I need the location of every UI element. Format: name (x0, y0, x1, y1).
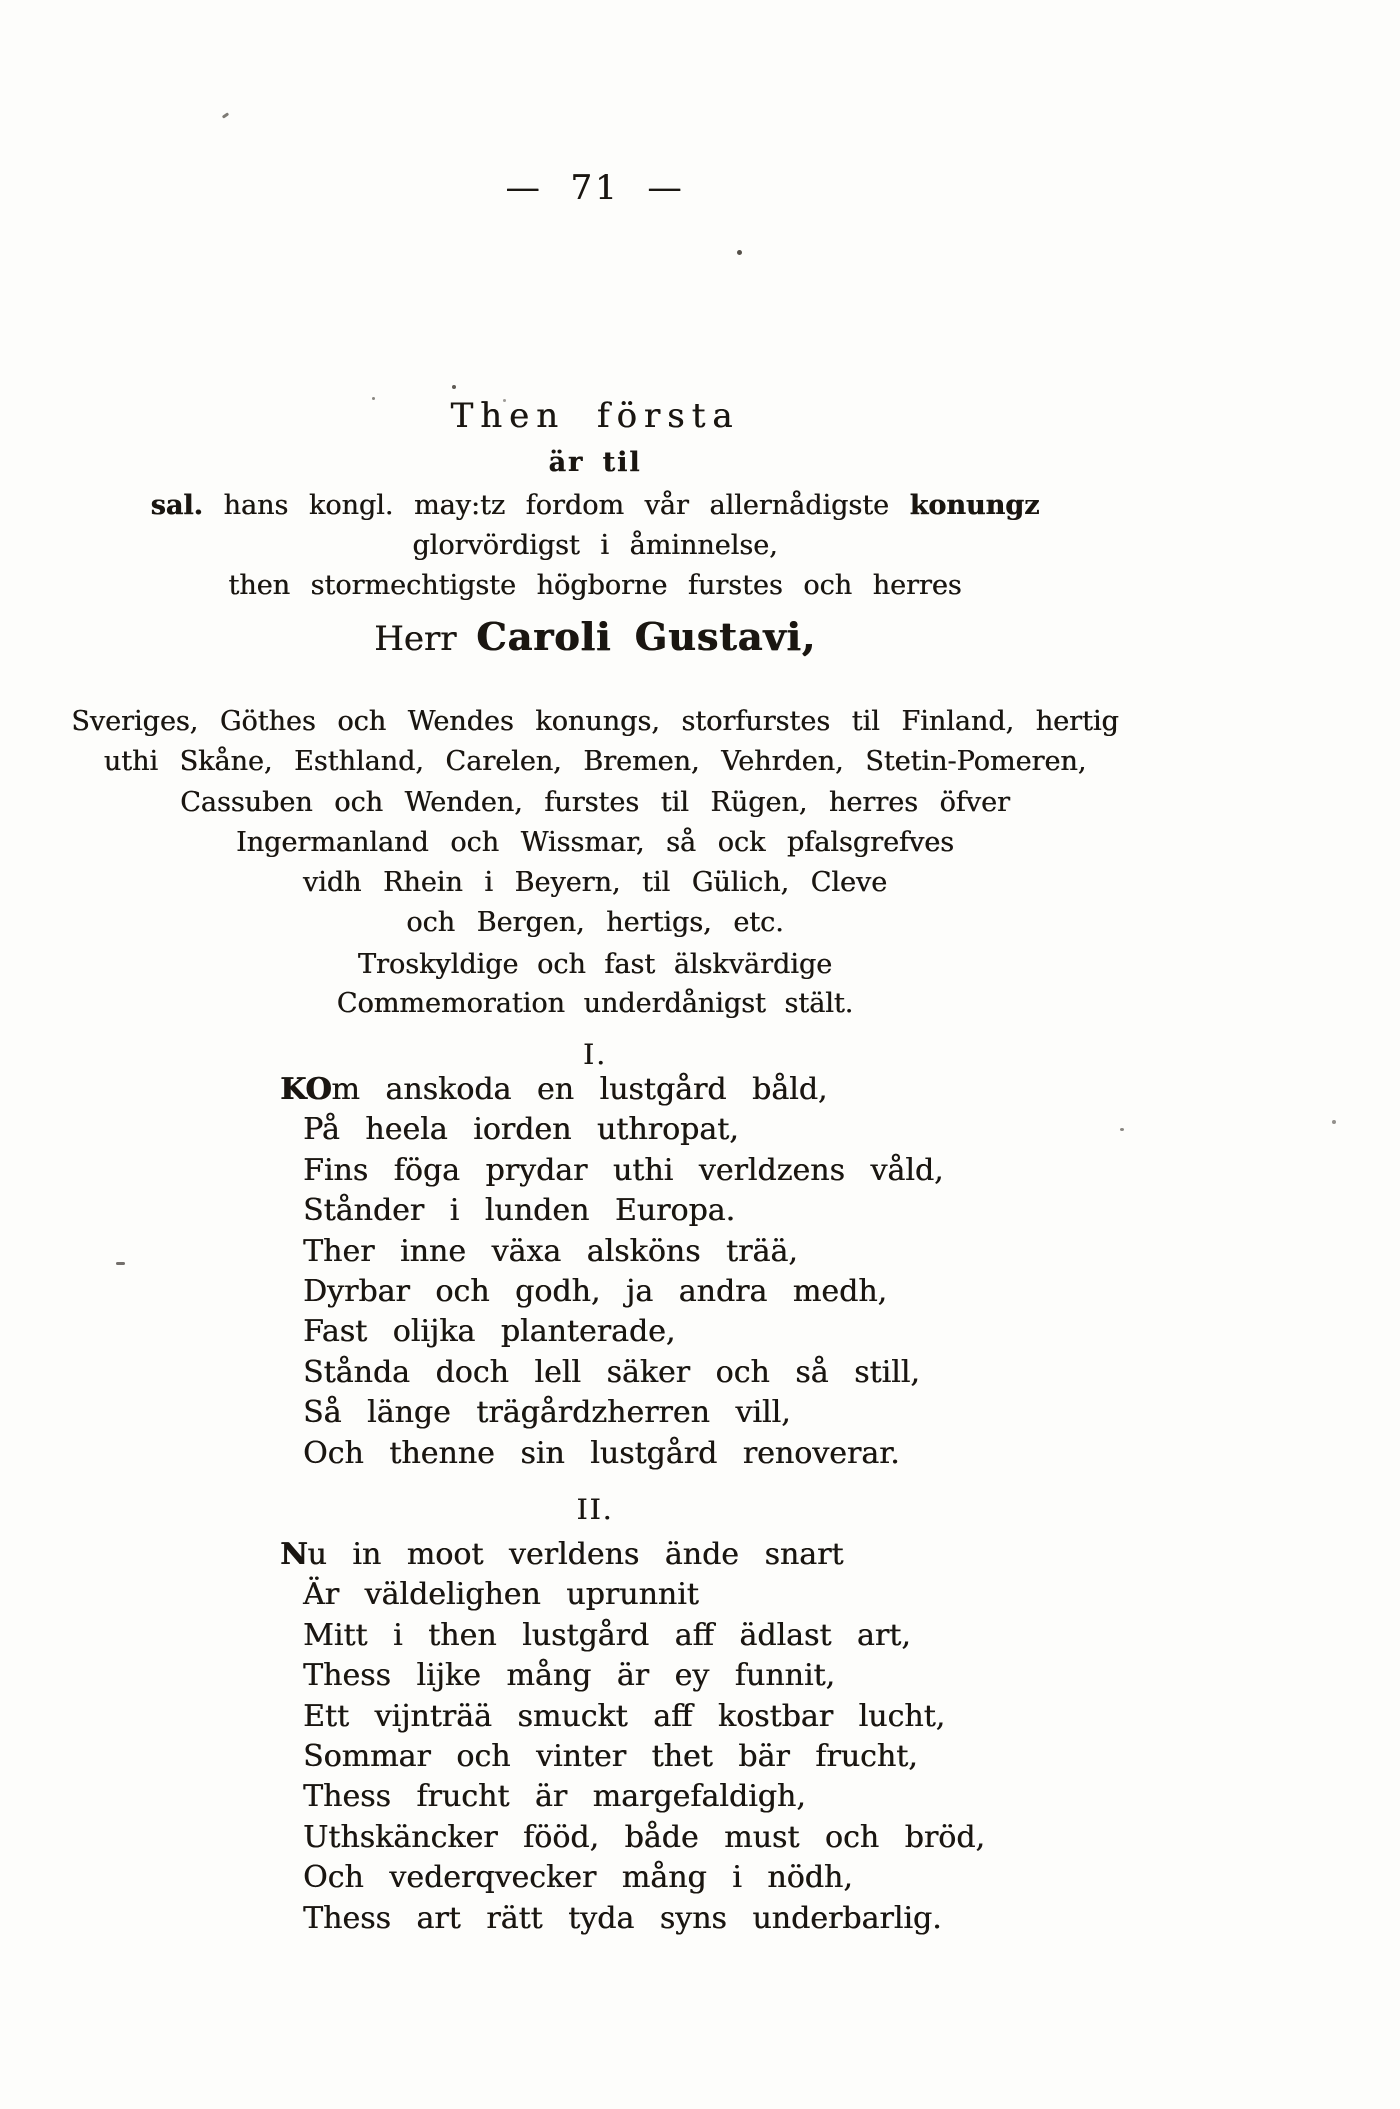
royal-title-line: och Bergen, hertigs, etc. (406, 907, 784, 939)
section-title: Then första (450, 396, 740, 436)
dedication-intro-lead: sal. (150, 490, 203, 521)
stanza-numeral: I. (583, 1038, 607, 1071)
poem-line: Thess lijke mång är ey funnit, (303, 1658, 836, 1694)
royal-title-line: Sveriges, Göthes och Wendes konungs, storfurstes til Finland, hertig (71, 706, 1119, 737)
royal-title-line: Ingermanland och Wissmar, så ock pfalsgrefves (235, 826, 955, 858)
ink-speck (452, 385, 456, 389)
poem-line: Thess frucht är margefaldigh, (303, 1779, 806, 1815)
poem-line (280, 1070, 1190, 1110)
ink-speck (222, 112, 229, 118)
poem-line-text: m anskoda en lustgård båld, (331, 1072, 828, 1107)
dedication-intro-line (0, 486, 1190, 526)
ink-speck (116, 1262, 125, 1265)
royal-titles (0, 702, 1190, 944)
poem-line: Är väldelighen uprunnit (303, 1577, 699, 1613)
dedication-intro-tail: konungz (909, 490, 1040, 521)
ink-speck (503, 399, 506, 402)
poem-line: Dyrbar och godh, ja andra medh, (303, 1274, 888, 1310)
royal-title-line: vidh Rhein i Beyern, til Gülich, Cleve (302, 867, 888, 899)
poem-line: Sommar och vinter thet bär frucht, (303, 1739, 918, 1775)
dedication-closing (0, 945, 1190, 1023)
poem-line (280, 1535, 1190, 1575)
royal-title-line: Cassuben och Wenden, furstes til Rügen, herres öfver (180, 786, 1010, 818)
poem-line: Uthskäncker fööd, både must och bröd, (303, 1819, 985, 1855)
poem-line: På heela iorden uthropat, (303, 1112, 739, 1148)
poem-line: Och thenne sin lustgård renoverar. (303, 1435, 900, 1471)
ink-speck (737, 250, 742, 255)
poem-line: Och vederqvecker mång i nödh, (303, 1860, 853, 1896)
poem-line: Ther inne växa alsköns trää, (303, 1233, 798, 1269)
stanza-initial: KO (280, 1072, 332, 1107)
poem-line: Thess art rätt tyda syns underbarlig. (303, 1900, 942, 1936)
poem-line-text: u in moot verldens ände snart (307, 1537, 844, 1572)
page-number: — 71 — (505, 168, 685, 208)
dedication-intro (0, 486, 1190, 606)
stanza-numeral: II. (576, 1493, 614, 1526)
dedication-intro-line: then stormechtigste högborne furstes och herres (228, 570, 962, 601)
poem-line: Fins föga prydar uthi verldzens våld, (303, 1152, 944, 1188)
poem-line: Stånda doch lell säker och så still, (303, 1354, 920, 1390)
poem-line: Så länge trägårdzherren vill, (303, 1395, 791, 1431)
dedication-intro-line: glorvördigst i åminnelse, (412, 530, 778, 561)
royal-title-line: uthi Skåne, Esthland, Carelen, Bremen, Vehrden, Stetin-Pomeren, (103, 746, 1087, 778)
poem-line: Stånder i lunden Europa. (303, 1193, 736, 1229)
dedication-closing-line: Commemoration underdånigst stält. (336, 988, 854, 1019)
dedication-intro-mid: hans kongl. may:tz fordom vår allernådigste (202, 490, 910, 521)
honoree-line (0, 614, 1190, 659)
honoree-prefix: Herr (374, 619, 477, 659)
stanza (0, 1535, 1190, 1939)
stanza-initial: N (280, 1537, 308, 1572)
poem-line: Ett vijnträä smuckt aff kostbar lucht, (303, 1698, 946, 1734)
ink-speck (372, 397, 375, 400)
ink-speck (1332, 1120, 1336, 1124)
dedication-subtitle: är til (548, 447, 642, 478)
honoree-name: Caroli Gustavi, (476, 614, 816, 659)
poem-line: Fast olijka planterade, (303, 1314, 676, 1350)
ink-speck (1120, 1128, 1124, 1131)
stanza (0, 1070, 1190, 1474)
poem-line: Mitt i then lustgård aff ädlast art, (303, 1617, 911, 1653)
dedication-closing-line: Troskyldige och fast älskvärdige (357, 949, 833, 980)
